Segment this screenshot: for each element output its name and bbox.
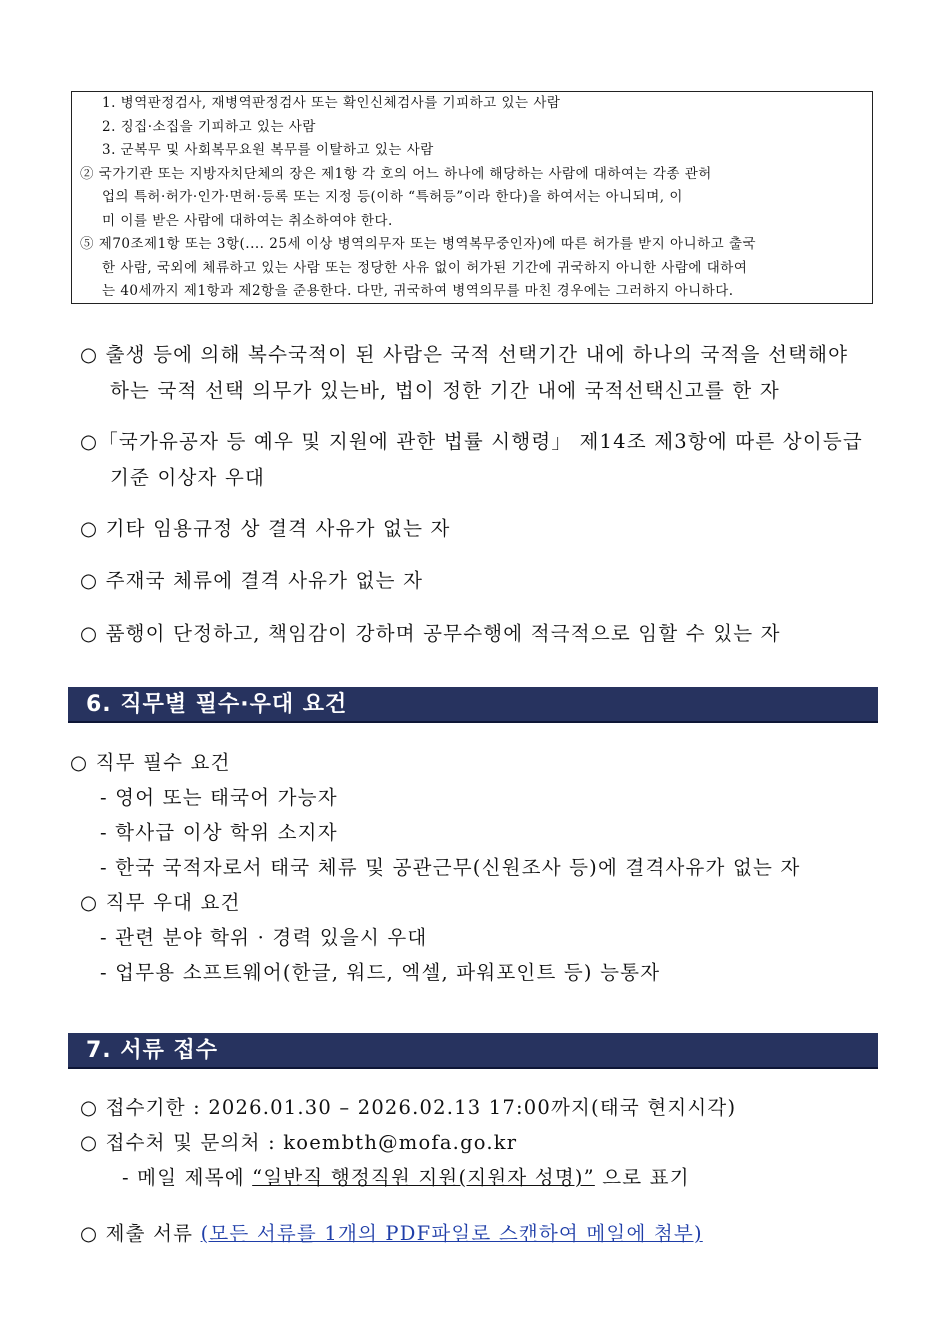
law-line: 는 40세까지 제1항과 제2항을 준용한다. 다만, 귀국하여 병역의무를 마친 경우에는 그러하지 아니하다. xyxy=(102,283,734,299)
required-requirements xyxy=(70,745,801,990)
list-item: - 업무용 소프트웨어(한글, 워드, 엑셀, 파워포인트 등) 능통자 xyxy=(100,961,661,984)
submission-documents: ○ 제출 서류 (모든 서류를 1개의 PDF파일로 스캔하여 메일에 첨부) xyxy=(80,1222,703,1245)
law-excerpt-box xyxy=(71,91,873,304)
condition-item: ○ 기타 임용규정 상 결격 사유가 없는 자 xyxy=(80,517,451,540)
law-line: 1. 병역판정검사, 재병역판정검사 또는 확인신체검사를 기피하고 있는 사람 xyxy=(102,95,561,111)
law-line: 2. 징집·소집을 기피하고 있는 사람 xyxy=(102,118,316,135)
condition-item: ○ 주재국 체류에 결격 사유가 없는 자 xyxy=(80,569,424,592)
section-7-heading: 7. 서류 접수 xyxy=(68,1033,878,1069)
mail-subject-instruction: - 메일 제목에 “일반직 행정직원 지원(지원자 성명)” 으로 표기 xyxy=(122,1166,690,1189)
condition-item: ○「국가유공자 등 예우 및 지원에 관한 법률 시행령」 제14조 제3항에 따른 상이등급 기준 이상자 우대 xyxy=(80,430,863,489)
condition-item: ○ 품행이 단정하고, 책임감이 강하며 공무수행에 적극적으로 임할 수 있는 자 xyxy=(80,622,781,645)
list-item: - 영어 또는 태국어 가능자 xyxy=(100,786,338,809)
section-6-heading: 6. 직무별 필수·우대 요건 xyxy=(68,687,878,723)
law-line: 한 사람, 국외에 체류하고 있는 사람 또는 정당한 사유 없이 허가된 기간에 귀국하지 아니한 사람에 대하여 xyxy=(102,259,748,276)
preferred-header: ○ 직무 우대 요건 xyxy=(80,891,241,914)
deadline: ○ 접수기한 : 2026.01.30 – 2026.02.13 17:00까지(태국 현지시각) xyxy=(80,1096,737,1119)
list-item: - 학사급 이상 학위 소지자 xyxy=(100,821,338,844)
list-item: - 관련 분야 학위 · 경력 있을시 우대 xyxy=(100,926,428,949)
law-line: 미 이를 받은 사람에 대하여는 취소하여야 한다. xyxy=(102,212,393,229)
law-line: 3. 군복무 및 사회복무요원 복무를 이탈하고 있는 사람 xyxy=(102,142,434,158)
required-header: ○ 직무 필수 요건 xyxy=(70,751,231,774)
mail-subject-format: “일반직 행정직원 지원(지원자 성명)” xyxy=(252,1166,595,1189)
submission-note: (모든 서류를 1개의 PDF파일로 스캔하여 메일에 첨부) xyxy=(200,1222,703,1245)
contact: ○ 접수처 및 문의처 : koembth@mofa.go.kr xyxy=(80,1131,518,1154)
law-line: 업의 특허·허가·인가·면허·등록 또는 지정 등(이하 “특허등”이라 한다)을 하여서는 아니되며, 이 xyxy=(102,189,683,205)
list-item: - 한국 국적자로서 태국 체류 및 공관근무(신원조사 등)에 결격사유가 없는 자 xyxy=(100,856,801,879)
application-info xyxy=(80,1090,736,1195)
condition-item: ○ 출생 등에 의해 복수국적이 된 사람은 국적 선택기간 내에 하나의 국적을 선택해야 하는 국적 선택 의무가 있는바, 법이 정한 기간 내에 국적선택신고를 한 자 xyxy=(80,343,849,402)
law-line: ② 국가기관 또는 지방자치단체의 장은 제1항 각 호의 어느 하나에 해당하는 사람에 대하여는 각종 관허 xyxy=(80,165,712,182)
law-line: ⑤ 제70조제1항 또는 3항(.... 25세 이상 병역의무자 또는 병역복무중인자)에 따른 허가를 받지 아니하고 출국 xyxy=(80,236,757,252)
